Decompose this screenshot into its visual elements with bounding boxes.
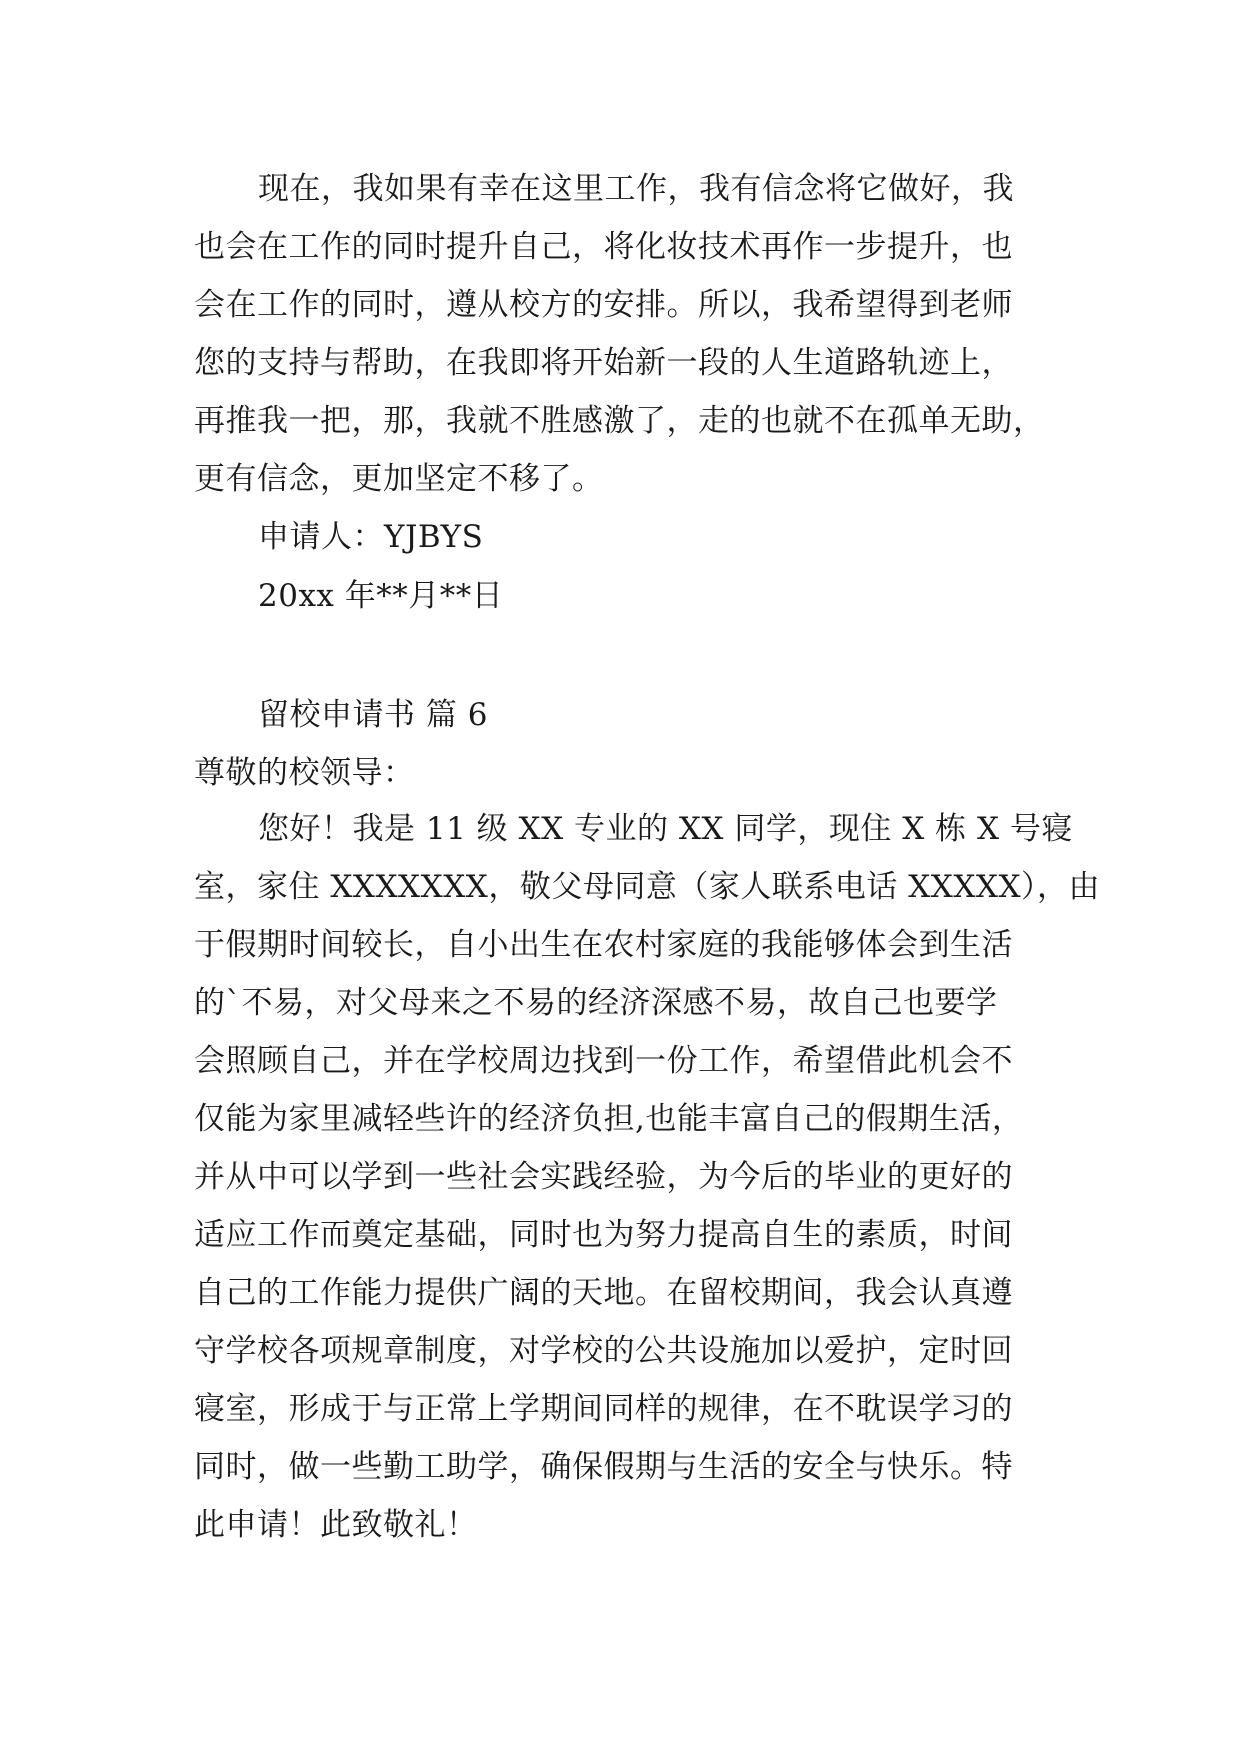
paragraph-line: 同时，做一些勤工助学，确保假期与生活的安全与快乐。特	[194, 1449, 1013, 1485]
paragraph-line: 并从中可以学到一些社会实践经验，为今后的毕业的更好的	[194, 1159, 1013, 1195]
paragraph-closing-request	[194, 160, 1060, 508]
paragraph-application-body	[194, 800, 1101, 1554]
section-title: 留校申请书 篇 6	[258, 697, 488, 733]
paragraph-line: 自己的工作能力提供广阔的天地。在留校期间，我会认真遵	[194, 1275, 1013, 1311]
paragraph-line: 仅能为家里减轻些许的经济负担,也能丰富自己的假期生活，	[194, 1101, 1024, 1137]
paragraph-line: 现在，我如果有幸在这里工作，我有信念将它做好，我	[258, 171, 1014, 207]
paragraph-line: 的`不易，对父母来之不易的经济深感不易，故自己也要学	[194, 985, 998, 1021]
paragraph-line: 此申请！此致敬礼！	[194, 1507, 478, 1543]
date-line: 20xx 年**月**日	[258, 578, 504, 614]
paragraph-line: 会在工作的同时，遵从校方的安排。所以，我希望得到老师	[194, 287, 1013, 323]
paragraph-line: 守学校各项规章制度，对学校的公共设施加以爱护，定时回	[194, 1333, 1013, 1369]
paragraph-line: 您的支持与帮助，在我即将开始新一段的人生道路轨迹上，	[194, 345, 1013, 381]
paragraph-line: 会照顾自己，并在学校周边找到一份工作，希望借此机会不	[194, 1043, 1013, 1079]
paragraph-line: 更有信念，更加坚定不移了。	[194, 461, 604, 497]
salutation: 尊敬的校领导：	[194, 755, 415, 791]
paragraph-line: 再推我一把，那，我就不胜感激了，走的也就不在孤单无助，	[194, 403, 1045, 439]
paragraph-line: 适应工作而奠定基础，同时也为努力提高自生的素质，时间	[194, 1217, 1013, 1253]
paragraph-line: 室，家住 XXXXXXX，敬父母同意（家人联系电话 XXXXX），由	[194, 869, 1101, 905]
paragraph-line: 您好！我是 11 级 XX 专业的 XX 同学，现住 X 栋 X 号寝	[258, 811, 1073, 847]
paragraph-line: 于假期时间较长，自小出生在农村家庭的我能够体会到生活	[194, 927, 1013, 963]
paragraph-line: 寝室，形成于与正常上学期间同样的规律，在不耽误学习的	[194, 1391, 1013, 1427]
paragraph-line: 也会在工作的同时提升自己，将化妆技术再作一步提升，也	[194, 229, 1013, 265]
signature-line: 申请人：YJBYS	[258, 519, 484, 555]
